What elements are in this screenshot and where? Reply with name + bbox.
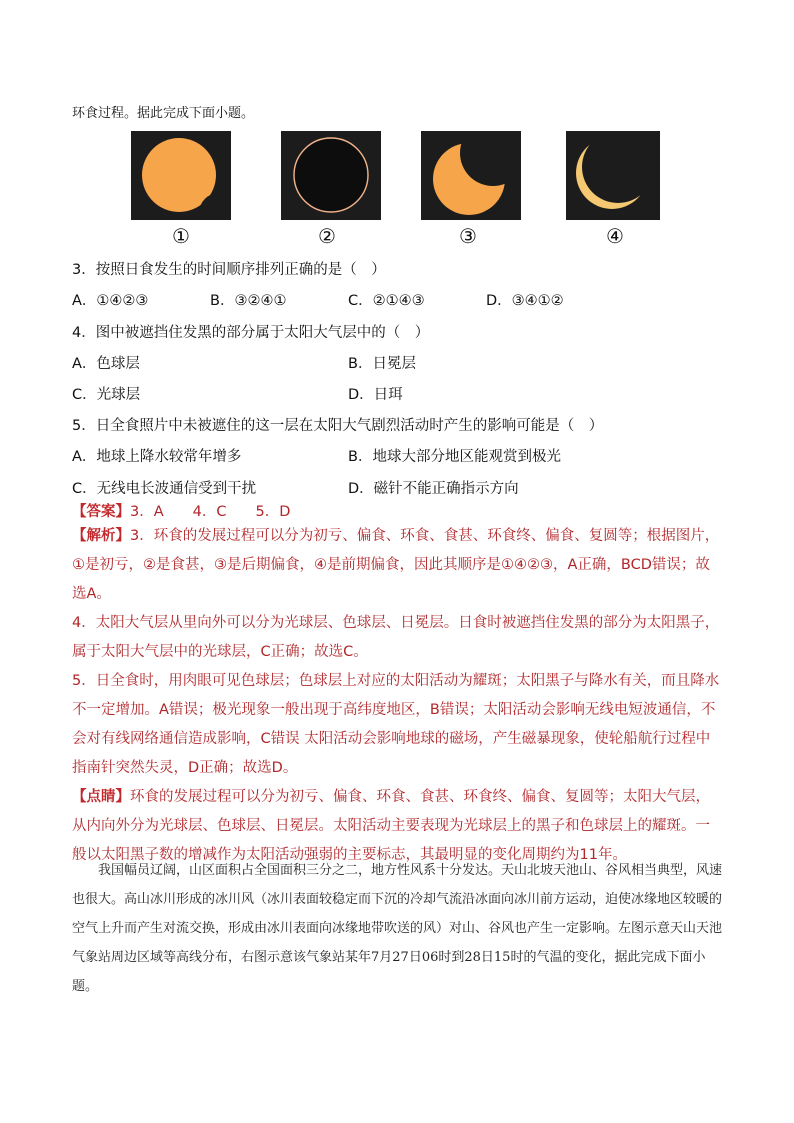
- passage-text: 我国幅员辽阔，山区面积占全国面积三分之二，地方性风系十分发达。天山北坡天池山、谷风相当典型，风速也很大。高山冰川形成的冰川风（冰川表面较稳定而下沉的冷却气流沿冰面向冰川前方运动，迫使冰缘地区较暖的空气上升而产生对流交换，形成由冰川表面向冰缘地带吹送的风）对山、谷风也产生一定影响。左图示意天山天池气象站周边区域等高线分布，右图示意该气象站某年7月27日06时到28日15时的气温的变化，据此完成下面小题。: [72, 863, 723, 994]
- q4-stem: 4．图中被遮挡住发黑的部分属于太阳大气层中的（ ）: [72, 325, 430, 341]
- eclipse-photo-1: [131, 131, 231, 220]
- q5-option-c: C．无线电长波通信受到干扰: [72, 481, 257, 497]
- analysis-q3: 3．环食的发展过程可以分为初亏、偏食、环食、食甚、环食终、偏食、复圆等；根据图片，①是初亏，②是食甚，③是后期偏食，④是前期偏食，因此其顺序是①④②③，A正确，BCD错误；故选A。: [72, 528, 720, 602]
- q3-stem: 3．按照日食发生的时间顺序排列正确的是（ ）: [72, 262, 386, 278]
- analysis-key: 【解析】: [72, 528, 130, 544]
- q3-option-c: C．②①④③: [348, 293, 425, 309]
- q3-option-a: A．①④②③: [72, 293, 149, 309]
- figure-label-2: ②: [318, 224, 336, 248]
- q3-option-b: B．③②④①: [210, 293, 287, 309]
- q5-stem: 5．日全食照片中未被遮住的这一层在太阳大气剧烈活动时产生的影响可能是（ ）: [72, 418, 604, 434]
- eclipse-photo-4: [566, 131, 660, 220]
- q4-option-a: A．色球层: [72, 356, 140, 372]
- tip-text: 环食的发展过程可以分为初亏、偏食、环食、食甚、环食终、偏食、复圆等；太阳大气层，从内向外分为光球层、色球层、日冕层。太阳活动主要表现为光球层上的黑子和色球层上的耀斑。一般以太阳黑子数的增减作为太阳活动强弱的主要标志，其最明显的变化周期约为11年。: [72, 789, 710, 863]
- answer-key: 【答案】: [72, 504, 130, 520]
- figure-label-4: ④: [606, 224, 624, 248]
- tip-key: 【点睛】: [72, 789, 130, 805]
- q5-option-d: D．磁针不能正确指示方向: [348, 481, 519, 497]
- analysis-block: [72, 522, 724, 870]
- answer-line: [72, 500, 290, 521]
- intro-text: 环食过程。据此完成下面小题。: [72, 106, 255, 121]
- eclipse-photo-3: [421, 131, 521, 220]
- q4-option-c: C．光球层: [72, 387, 141, 403]
- eclipse-photo-2: [281, 131, 381, 220]
- q3-option-d: D．③④①②: [486, 293, 564, 309]
- figure-label-1: ①: [172, 224, 190, 248]
- q4-option-b: B．日冕层: [348, 356, 416, 372]
- answer-text: 3．A 4．C 5．D: [130, 504, 291, 520]
- q5-option-a: A．地球上降水较常年增多: [72, 449, 242, 465]
- q4-option-d: D．日珥: [348, 387, 403, 403]
- figure-label-3: ③: [459, 224, 477, 248]
- q5-option-b: B．地球大部分地区能观赏到极光: [348, 449, 561, 465]
- analysis-q5: 5．日全食时，用肉眼可见色球层；色球层上对应的太阳活动为耀斑；太阳黑子与降水有关，而且降水不一定增加。A错误；极光现象一般出现于高纬度地区，B错误；太阳活动会影响无线电短波通信，不会对有线网络通信造成影响，C错误 太阳活动会影响地球的磁场，产生磁暴现象，使轮船航行过程中指南针突然失灵，D正确；故选D。: [72, 673, 720, 776]
- analysis-q4: 4．太阳大气层从里向外可以分为光球层、色球层、日冕层。日食时被遮挡住发黑的部分为太阳黑子，属于太阳大气层中的光球层，C正确；故选C。: [72, 615, 720, 660]
